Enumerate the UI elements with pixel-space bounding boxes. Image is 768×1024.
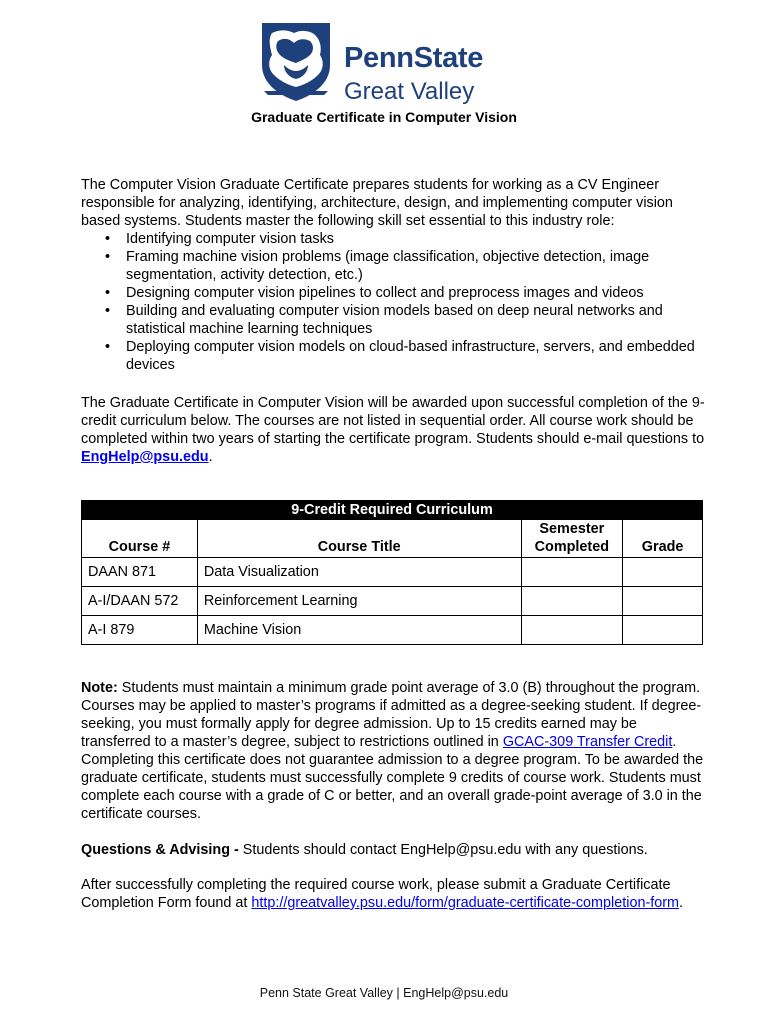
note-text-continued: . Completing this certificate does not guarantee admission to a degree program. To be awarded the graduate certificate, students must successfully complete 9 credits of course work. Students must complete each course with a grade of C or better, and an overall grade-point average of 3.0 in the certificate courses.	[81, 734, 704, 822]
logo-campus-name: Great Valley	[344, 78, 475, 105]
header-course-title: Course Title	[197, 520, 521, 558]
course-number-cell: DAAN 871	[82, 558, 198, 587]
nittany-lion-shield-icon	[258, 21, 334, 101]
list-item: • Building and evaluating computer vision models based on deep neural networks and statistical machine learning techniques	[81, 302, 705, 338]
header-semester-line2: Completed	[534, 539, 610, 555]
semester-cell	[521, 616, 623, 645]
grade-cell	[623, 558, 703, 587]
semester-cell	[521, 558, 623, 587]
document-title: Graduate Certificate in Computer Vision	[251, 109, 517, 125]
logo-wordmark: PennState	[344, 42, 484, 74]
curriculum-table	[81, 500, 703, 645]
header-semester-completed	[521, 520, 623, 558]
email-link[interactable]: EngHelp@psu.edu	[81, 449, 209, 465]
table-banner: 9-Credit Required Curriculum	[82, 501, 703, 520]
table-banner-row	[82, 501, 703, 520]
list-item: • Deploying computer vision models on cloud-based infrastructure, servers, and embedded devices	[81, 338, 705, 374]
note-label: Note:	[81, 680, 118, 696]
table-row	[82, 558, 703, 587]
semester-cell	[521, 587, 623, 616]
award-paragraph	[81, 394, 705, 466]
page-footer: Penn State Great Valley | EngHelp@psu.edu	[259, 986, 509, 1000]
list-item: • Designing computer vision pipelines to collect and preprocess images and videos	[81, 284, 705, 302]
list-item: • Framing machine vision problems (image classification, objective detection, image segmentation, activity detection, etc.)	[81, 248, 705, 284]
header-grade: Grade	[623, 520, 703, 558]
grade-cell	[623, 616, 703, 645]
table-row	[82, 616, 703, 645]
table-header-row	[82, 520, 703, 558]
gcac-309-link[interactable]: GCAC-309 Transfer Credit	[502, 734, 673, 750]
course-title-cell: Reinforcement Learning	[197, 587, 521, 616]
skill-list	[81, 230, 705, 374]
questions-paragraph	[81, 841, 705, 859]
note-paragraph	[81, 679, 705, 823]
header-semester-line1: Semester	[539, 521, 605, 537]
course-title-cell: Data Visualization	[197, 558, 521, 587]
list-item: • Identifying computer vision tasks	[81, 230, 705, 248]
course-number-cell: A-I/DAAN 572	[82, 587, 198, 616]
award-end: .	[208, 449, 213, 465]
table-row	[82, 587, 703, 616]
completion-form-link[interactable]: http://greatvalley.psu.edu/form/graduate-certificate-completion-form	[251, 895, 680, 911]
header-course-number: Course #	[82, 520, 198, 558]
completion-end: .	[679, 895, 684, 911]
course-number-cell: A-I 879	[82, 616, 198, 645]
grade-cell	[623, 587, 703, 616]
completion-paragraph	[81, 876, 705, 912]
intro-paragraph: The Computer Vision Graduate Certificate prepares students for working as a CV Engineer responsible for analyzing, identifying, architecture, design, and implementing computer vision based systems. Students master the following skill set essential to this industry role:	[81, 177, 673, 229]
penn-state-logo	[258, 21, 518, 103]
note-text: Students must maintain a minimum grade point average of 3.0 (B) throughout the program. Courses may be applied to master’s programs if admitted as a degree-seeking student. If degree-seeking, you must formally apply for degree admission. Up to 15 credits earned may be transferred to a master’s degree, subject to restrictions outlined in	[81, 680, 702, 750]
completion-text: After successfully completing the required course work, please submit a Graduate Certificate Completion Form found at	[81, 877, 671, 911]
award-text: The Graduate Certificate in Computer Vision will be awarded upon successful completion of the 9-credit curriculum below. The courses are not listed in sequential order. All course work should be completed within two years of starting the certificate program. Students should e-mail questions to	[81, 395, 705, 447]
questions-label: Questions & Advising -	[81, 842, 239, 858]
course-title-cell: Machine Vision	[197, 616, 521, 645]
questions-text: Students should contact EngHelp@psu.edu with any questions.	[238, 842, 648, 858]
